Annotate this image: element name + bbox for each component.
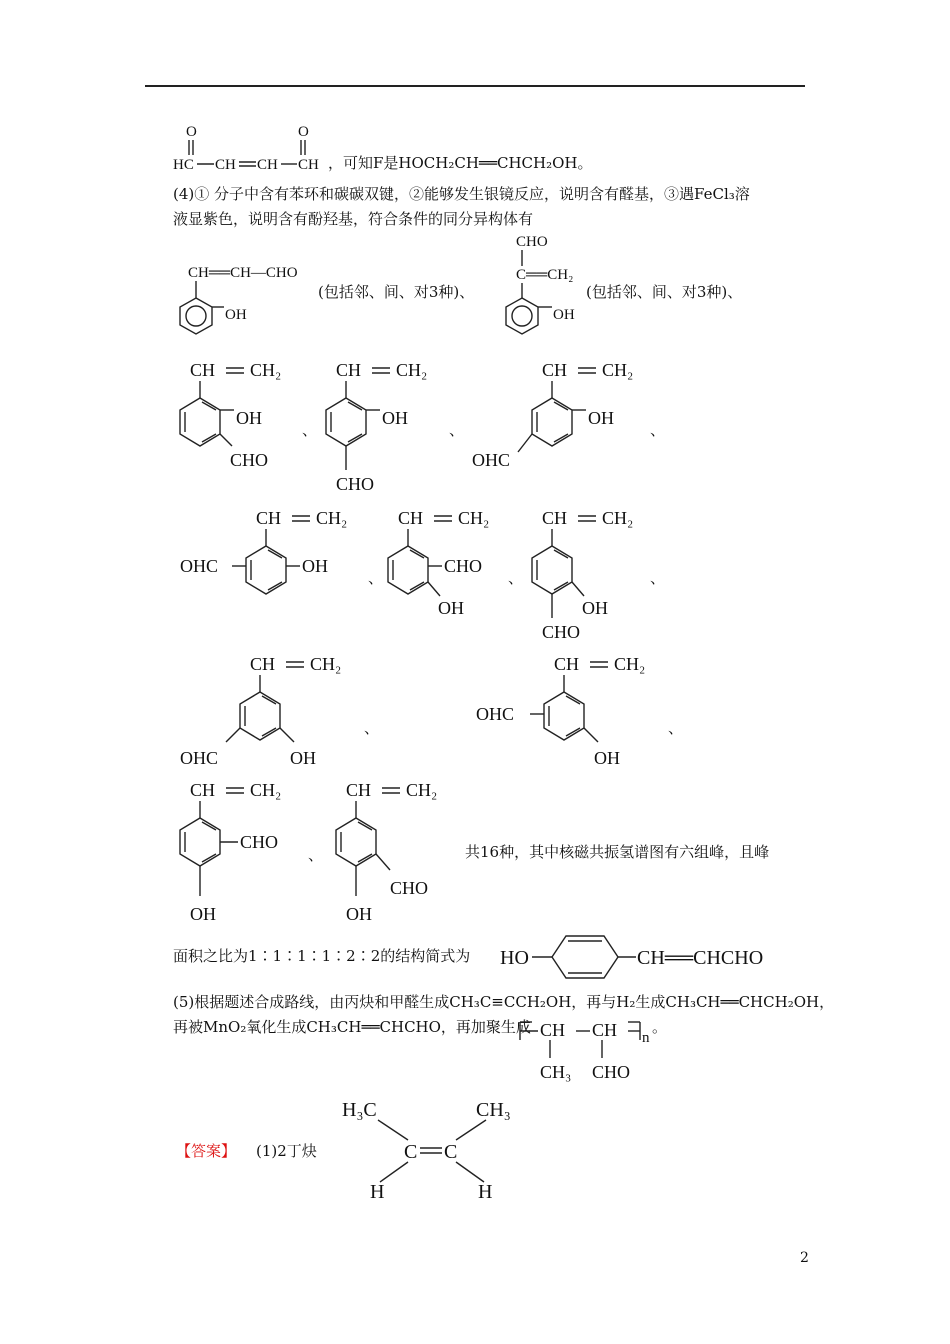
text-p5-end: 。 (652, 1018, 668, 1036)
oh-label: OH (582, 598, 608, 618)
oh-label: OH (382, 408, 408, 428)
cis-2-butene (342, 1099, 511, 1203)
structure-c1 (180, 508, 347, 594)
text-p5-line1: (5)根据题述合成路线，由丙炔和甲醛生成CH₃C≡CCH₂OH，再与H₂生成CH₃CH══CHCH₂OH， (173, 993, 835, 1011)
oh-label: OH (302, 556, 328, 576)
c-label: C (444, 1141, 458, 1163)
oxygen-label: O (298, 124, 309, 140)
hc-label: HC (173, 157, 194, 173)
separator: 、 (302, 421, 318, 439)
separator: 、 (364, 719, 380, 737)
oh-label: OH (594, 748, 620, 768)
cho-label: CHO (542, 622, 581, 642)
ch-label: CH (542, 360, 568, 380)
ch2-label: CH₂ (396, 360, 428, 380)
ohc-label: OHC (476, 704, 515, 724)
ch-label: CH (540, 1020, 566, 1040)
ch-label: CH (250, 654, 276, 674)
cho-label: CHO (230, 450, 269, 470)
separator: 、 (668, 719, 684, 737)
structure-b1 (180, 360, 281, 470)
ch2-label: CH₂ (316, 508, 348, 528)
separator: 、 (508, 569, 524, 587)
answer-label: 【答案】 (176, 1142, 237, 1160)
ch2-label: CH₂ (310, 654, 342, 674)
ch-label: CH (542, 508, 568, 528)
cho-label: CHO (592, 1062, 631, 1082)
ch-label: CH (256, 508, 282, 528)
oh-label: OH (438, 598, 464, 618)
structure-e1 (180, 780, 281, 924)
cho-label: CHO (240, 832, 279, 852)
separator: 、 (308, 846, 324, 864)
structure-d2 (476, 654, 645, 768)
oh-label: OH (290, 748, 316, 768)
h-label: H (478, 1181, 493, 1203)
structure-b3 (472, 360, 633, 470)
ch-label: CH (257, 157, 278, 173)
ch-label: CH (336, 360, 362, 380)
separator: 、 (449, 421, 465, 439)
polymer-structure (520, 1020, 650, 1082)
ch-label: CH (346, 780, 372, 800)
ch2-label: CH₂ (406, 780, 438, 800)
side-chain-label: CH══CH—CHO (188, 265, 298, 281)
structure-d1 (180, 654, 341, 768)
oxygen-label: O (186, 124, 197, 140)
ch2-label: CH₂ (250, 780, 282, 800)
text-ratio-line: 面积之比为1∶1∶1∶1∶2∶2的结构简式为 (173, 947, 471, 965)
structure-a1 (180, 265, 298, 334)
ohc-label: OHC (180, 748, 219, 768)
dialdehyde-structure (173, 124, 319, 173)
h-label: H (370, 1181, 385, 1203)
h3c-label: H₃C (342, 1099, 377, 1121)
ch-label: CH (190, 780, 216, 800)
ch2-label: CH₂ (602, 508, 634, 528)
separator: 、 (650, 421, 666, 439)
ch3-label: CH₃ (540, 1062, 572, 1082)
oh-label: OH (588, 408, 614, 428)
text-line1-tail: ，可知F是HOCH₂CH══CHCH₂OH。 (328, 154, 593, 172)
cho-label: CHO (516, 234, 548, 250)
para-hydroxycinnamaldehyde (500, 936, 763, 978)
n-subscript: n (642, 1030, 650, 1046)
ch3-label: CH₃ (476, 1099, 511, 1121)
ch-label: CH (398, 508, 424, 528)
text-p4-line1: (4)① 分子中含有苯环和碳碳双键，②能够发生银镜反应，说明含有醛基，③遇FeCl₃溶 (173, 185, 750, 203)
ch-label: CH (215, 157, 236, 173)
ch2-label: CH₂ (602, 360, 634, 380)
structure-c2 (388, 508, 489, 618)
ho-label: HO (500, 947, 529, 969)
oh-label: OH (553, 307, 575, 323)
oh-label: OH (225, 307, 247, 323)
ch-label: CH (554, 654, 580, 674)
oh-label: OH (346, 904, 372, 924)
ch-label: CH (190, 360, 216, 380)
side-chain-label: CH══CHCHO (637, 947, 764, 969)
ch2-label: CH₂ (250, 360, 282, 380)
text-p5-line2: 再被MnO₂氧化生成CH₃CH══CHCHO，再加聚生成 (173, 1018, 531, 1036)
separator: 、 (650, 569, 666, 587)
oh-label: OH (190, 904, 216, 924)
cho-label: CHO (336, 474, 375, 494)
cho-label: CHO (390, 878, 429, 898)
answer-1-text: (1)2丁炔 (256, 1142, 317, 1160)
c-label: C (404, 1141, 418, 1163)
structure-e2 (336, 780, 437, 924)
vinyl-label: C══CH₂ (516, 267, 574, 283)
separator: 、 (368, 569, 384, 587)
text-include-note-a: (包括邻、间、对3种)、 (318, 283, 475, 301)
ch2-label: CH₂ (614, 654, 646, 674)
structure-b2 (326, 360, 427, 494)
page-number: 2 (800, 1250, 809, 1266)
structure-a2 (506, 234, 575, 334)
cho-label: CHO (444, 556, 483, 576)
structure-c3 (532, 508, 633, 642)
ohc-label: OHC (472, 450, 511, 470)
ch2-label: CH₂ (458, 508, 490, 528)
ch-label: CH (298, 157, 319, 173)
oh-label: OH (236, 408, 262, 428)
text-p4-line2: 液显紫色，说明含有酚羟基，符合条件的同分异构体有 (173, 210, 534, 228)
text-include-note-b: (包括邻、间、对3种)、 (586, 283, 743, 301)
ch-label: CH (592, 1020, 618, 1040)
text-count-tail: 共16种，其中核磁共振氢谱图有六组峰，且峰 (465, 843, 770, 861)
ohc-label: OHC (180, 556, 219, 576)
